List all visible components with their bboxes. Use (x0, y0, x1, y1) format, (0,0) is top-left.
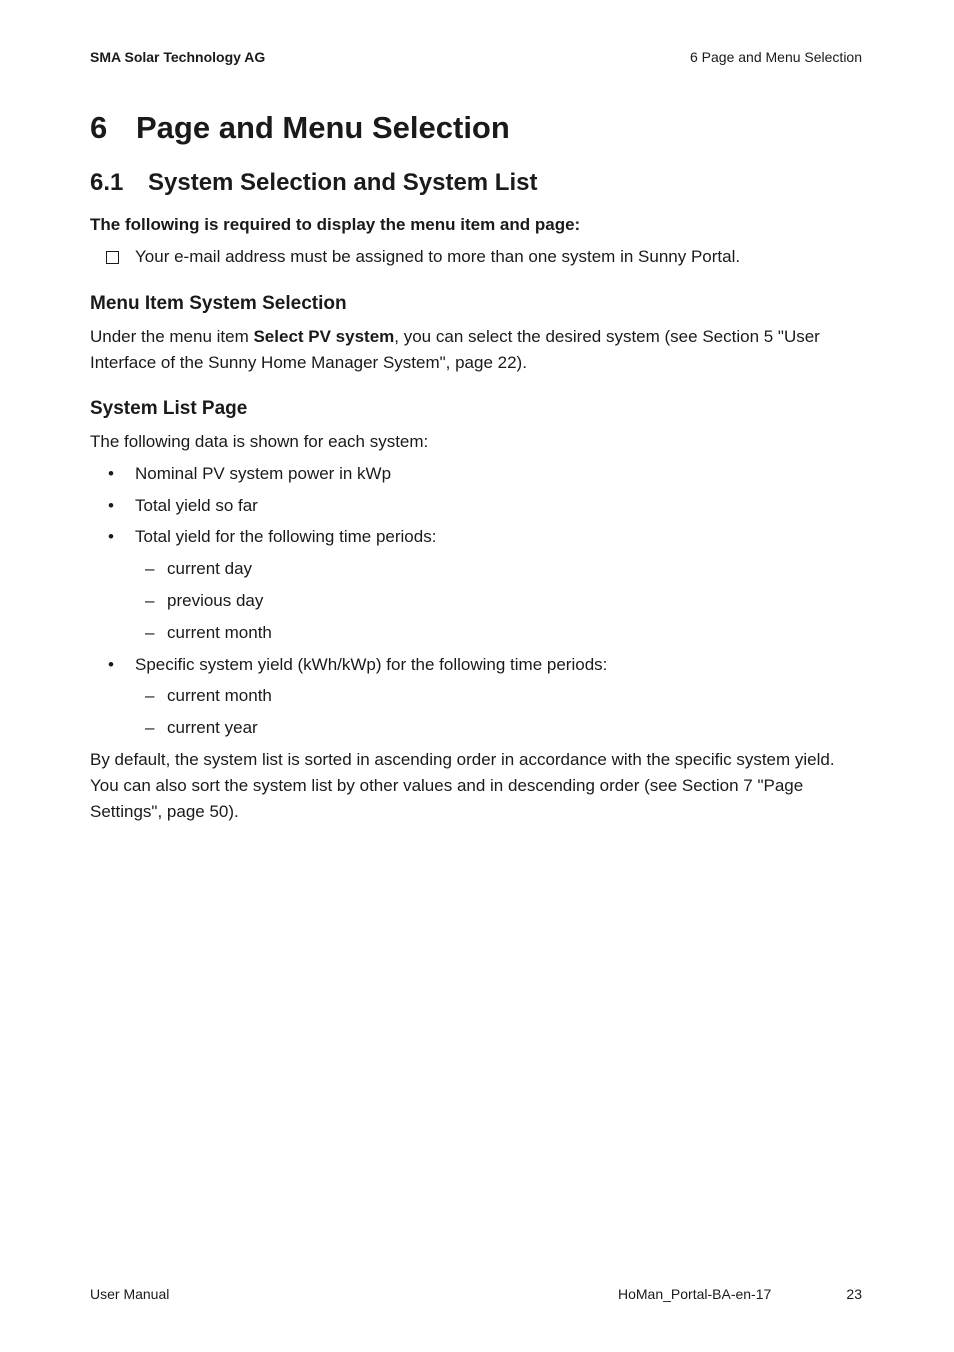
bullet-icon: • (108, 655, 114, 674)
sub-list-item (145, 686, 272, 706)
sub-list-item (145, 591, 264, 611)
menu-item-line1-after: , you can select the desired system (see Section 5 "User (394, 327, 820, 346)
requirement-heading: The following is required to display the menu item and page: (90, 215, 581, 234)
system-list-intro: The following data is shown for each system: (90, 432, 429, 451)
list-item-text: Nominal PV system power in kWp (135, 464, 392, 483)
sub-list-item (145, 718, 258, 738)
closing-line: Settings", page 50). (90, 802, 239, 821)
system-list-heading: System List Page (90, 398, 248, 419)
sub-list-item (145, 623, 272, 643)
bullet-icon: • (108, 496, 114, 515)
footer-doc-code: HoMan_Portal-BA-en-17 (618, 1286, 772, 1302)
bullet-icon: • (108, 464, 114, 483)
list-item (108, 496, 258, 516)
section-title (90, 169, 537, 197)
sub-list-item-text: current year (167, 718, 258, 737)
footer-page-number: 23 (846, 1286, 862, 1302)
sub-list-item-text: current month (167, 623, 272, 642)
menu-item-bold: Select PV system (253, 327, 395, 346)
checkbox-icon (106, 251, 119, 264)
requirement-item (106, 247, 740, 267)
sub-list-item-text: previous day (167, 591, 264, 610)
list-item (108, 655, 608, 675)
dash-icon: – (145, 686, 155, 705)
dash-icon: – (145, 718, 155, 737)
closing-line: You can also sort the system list by other values and in descending order (see Section 7 "Page (90, 776, 804, 795)
list-item-text: Specific system yield (kWh/kWp) for the following time periods: (135, 655, 608, 674)
list-item (108, 464, 392, 484)
bullet-icon: • (108, 527, 114, 546)
menu-item-paragraph (90, 324, 860, 376)
menu-item-heading: Menu Item System Selection (90, 293, 347, 314)
section-number: 6.1 (90, 169, 124, 196)
sub-list-item (145, 559, 253, 579)
sub-list-item-text: current month (167, 686, 272, 705)
footer-doc-type: User Manual (90, 1286, 170, 1302)
dash-icon: – (145, 591, 155, 610)
dash-icon: – (145, 623, 155, 642)
list-item-text: Total yield for the following time periods: (135, 527, 437, 546)
header-chapter-ref: 6 Page and Menu Selection (689, 49, 862, 65)
sub-list-item-text: current day (167, 559, 253, 578)
system-list-closing (90, 747, 860, 825)
requirement-item-text: Your e-mail address must be assigned to more than one system in Sunny Portal. (135, 247, 741, 266)
chapter-number: 6 (90, 110, 108, 145)
menu-item-text-before: Under the menu item (90, 327, 254, 346)
closing-line: By default, the system list is sorted in ascending order in accordance with the specific system yield. (90, 750, 835, 769)
menu-item-line2: Interface of the Sunny Home Manager System", page 22). (90, 353, 527, 372)
header-company: SMA Solar Technology AG (90, 49, 266, 65)
dash-icon: – (145, 559, 155, 578)
section-title-text: System Selection and System List (148, 169, 538, 196)
list-item (108, 527, 437, 547)
chapter-title (90, 110, 510, 146)
list-item-text: Total yield so far (135, 496, 258, 515)
chapter-title-text: Page and Menu Selection (136, 110, 510, 145)
